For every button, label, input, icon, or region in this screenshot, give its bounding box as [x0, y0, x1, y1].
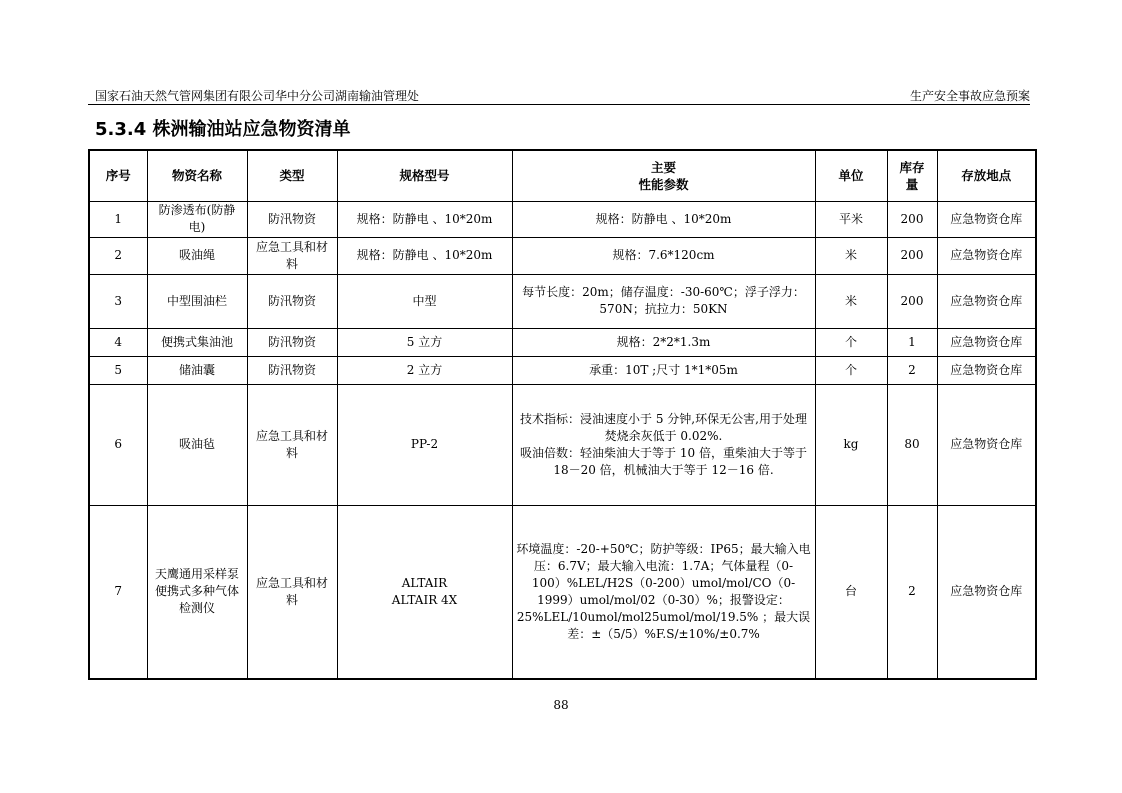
cell-location: 应急物资仓库: [937, 274, 1036, 328]
cell-model: 中型: [337, 274, 512, 328]
table-row: [89, 201, 1036, 237]
cell-unit: 个: [815, 356, 887, 384]
cell-no: 2: [89, 237, 147, 274]
cell-model: ALTAIR ALTAIR 4X: [337, 505, 512, 679]
cell-name: 便携式集油池: [147, 328, 247, 356]
col-header-unit: 单位: [815, 150, 887, 201]
cell-location: 应急物资仓库: [937, 356, 1036, 384]
cell-model: 5 立方: [337, 328, 512, 356]
col-header-stock-line1: 库存: [899, 159, 925, 175]
cell-no: 5: [89, 356, 147, 384]
cell-params: 规格：防静电 、10*20m: [512, 201, 815, 237]
cell-stock: 2: [887, 505, 937, 679]
cell-params: 技术指标：浸油速度小于 5 分钟,环保无公害,用于处理焚烧余灰低于 0.02%. 吸油倍数：轻油柴油大于等于 10 倍，重柴油大于等于 18－20 倍，机械油大于等于 12－16 倍.: [512, 384, 815, 505]
cell-type: 应急工具和材料: [247, 384, 337, 505]
col-header-no: 序号: [89, 150, 147, 201]
table-row: [89, 356, 1036, 384]
emergency-supplies-table: [88, 149, 1037, 680]
header-document-title: 生产安全事故应急预案: [909, 89, 1030, 103]
table-row: [89, 328, 1036, 356]
col-header-params: [512, 150, 815, 201]
cell-name: 防渗透布(防静电): [147, 201, 247, 237]
cell-unit: 个: [815, 328, 887, 356]
cell-name: 吸油绳: [147, 237, 247, 274]
cell-type: 应急工具和材料: [247, 505, 337, 679]
cell-type: 防汛物资: [247, 356, 337, 384]
cell-params: 规格：7.6*120cm: [512, 237, 815, 274]
cell-location: 应急物资仓库: [937, 328, 1036, 356]
cell-stock: 200: [887, 201, 937, 237]
cell-unit: 台: [815, 505, 887, 679]
table-row: [89, 237, 1036, 274]
cell-type: 防汛物资: [247, 328, 337, 356]
col-header-type: 类型: [247, 150, 337, 201]
cell-model: 规格：防静电 、10*20m: [337, 237, 512, 274]
cell-unit: 米: [815, 237, 887, 274]
cell-type: 防汛物资: [247, 201, 337, 237]
cell-stock: 2: [887, 356, 937, 384]
table-header-row: [89, 150, 1036, 201]
cell-model: PP-2: [337, 384, 512, 505]
cell-stock: 200: [887, 274, 937, 328]
cell-type: 应急工具和材料: [247, 237, 337, 274]
table-row: [89, 274, 1036, 328]
cell-unit: 米: [815, 274, 887, 328]
section-title: 5.3.4 株洲输油站应急物资清单: [95, 119, 351, 140]
table-row: [89, 505, 1036, 679]
header-organization: 国家石油天然气管网集团有限公司华中分公司湖南输油管理处: [95, 89, 420, 103]
cell-location: 应急物资仓库: [937, 384, 1036, 505]
cell-name: 吸油毡: [147, 384, 247, 505]
col-header-name: 物资名称: [147, 150, 247, 201]
cell-params: 承重：10T ;尺寸 1*1*05m: [512, 356, 815, 384]
col-header-params-line2: 性能参数: [638, 176, 689, 192]
cell-params: 规格：2*2*1.3m: [512, 328, 815, 356]
col-header-params-line1: 主要: [650, 159, 676, 175]
col-header-model: 规格型号: [337, 150, 512, 201]
cell-params: 环境温度：-20-+50℃；防护等级：IP65；最大输入电压：6.7V；最大输入电流：1.7A；气体量程（0-100）%LEL/H2S（0-200）umol/mol/CO（0-1999）umol/mol/02（0-30）%；报警设定：25%LEL/10umol/mol25umol/mol/19.5% ；最大误差：±（5/5）%F.S/±10%/±0.7%: [512, 505, 815, 679]
cell-name: 天鹰通用采样泵 便携式多种气体检测仪: [147, 505, 247, 679]
col-header-stock-line2: 量: [905, 176, 919, 192]
table-row: [89, 384, 1036, 505]
cell-name: 中型围油栏: [147, 274, 247, 328]
cell-location: 应急物资仓库: [937, 237, 1036, 274]
cell-model: 规格：防静电 、10*20m: [337, 201, 512, 237]
col-header-location: 存放地点: [937, 150, 1036, 201]
cell-stock: 1: [887, 328, 937, 356]
cell-stock: 80: [887, 384, 937, 505]
cell-model: 2 立方: [337, 356, 512, 384]
cell-no: 1: [89, 201, 147, 237]
cell-unit: 平米: [815, 201, 887, 237]
cell-location: 应急物资仓库: [937, 505, 1036, 679]
cell-no: 7: [89, 505, 147, 679]
cell-no: 6: [89, 384, 147, 505]
cell-type: 防汛物资: [247, 274, 337, 328]
cell-no: 4: [89, 328, 147, 356]
cell-name: 储油囊: [147, 356, 247, 384]
cell-stock: 200: [887, 237, 937, 274]
cell-location: 应急物资仓库: [937, 201, 1036, 237]
cell-params: 每节长度：20m；储存温度：-30-60℃；浮子浮力：570N；抗拉力：50KN: [512, 274, 815, 328]
cell-no: 3: [89, 274, 147, 328]
col-header-stock: [887, 150, 937, 201]
header-rule: [88, 104, 1030, 105]
page-number: 88: [553, 698, 569, 712]
cell-unit: kg: [815, 384, 887, 505]
